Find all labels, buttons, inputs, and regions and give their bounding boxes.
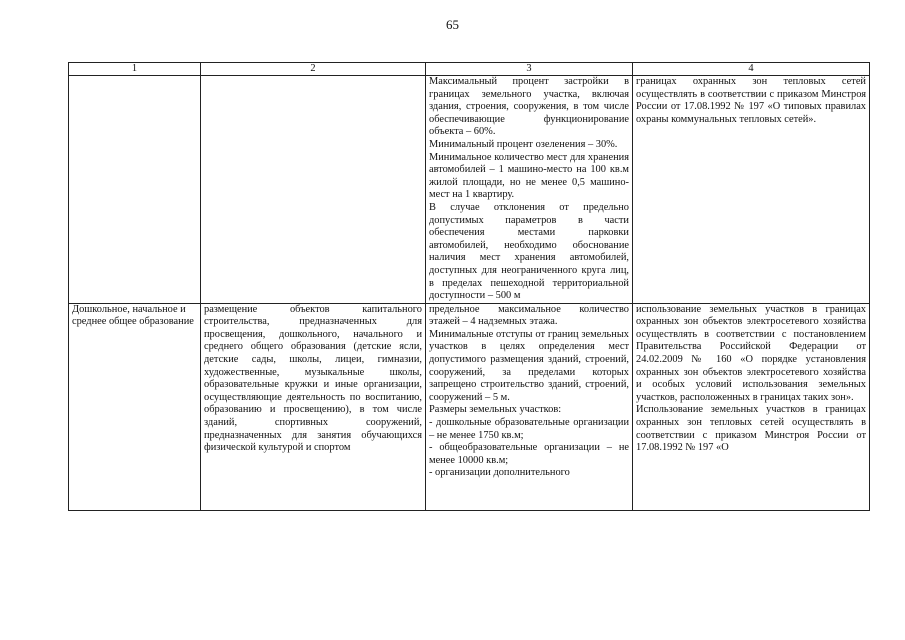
paragraph: Минимальное количество мест для хранения автомобилей – 1 машино-место на 100 кв.м жилой площади, но не менее 0,5 машино-мест на 1 квартиру. (429, 151, 629, 201)
row1-col2-cell (201, 76, 426, 304)
paragraph: Максимальный процент застройки в границах земельного участка, включая здания, строения, сооружения, в том числе обеспечивающие функционирование объекта – 60%. (429, 76, 629, 138)
paragraph: Размеры земельных участков: (429, 404, 562, 416)
paragraph: - организации дополнительного (429, 467, 570, 479)
row2-parameters-cell (426, 303, 633, 510)
column-number-4: 4 (633, 63, 870, 76)
paragraph: В случае отклонения от предельно допустимых параметров в части обеспечения местами парковки автомобилей, необходимо обоснование наличия мест хранения автомобилей, доступных для неограниченного круга лиц, в пределах пешеходной территориальной доступности – 500 м (429, 201, 629, 302)
paragraph: - общеобразовательные организации – не менее 10000 кв.м; (429, 442, 629, 466)
paragraph: Минимальный процент озеленения – 30%. (429, 138, 618, 150)
page-number: 65 (446, 17, 459, 32)
column-number-1: 1 (69, 63, 201, 76)
paragraph: использование земельных участков в границах охранных зон объектов электросетевого хозяйства осуществлять в соответствии с постановлением Правительства Российской Федерации от 24.02.2009 № 160 «О порядке установления охранных зон объектов электросетевого хозяйства и особых условий использования земельных участков, расположенных в границах таких зон». (636, 303, 866, 403)
paragraph: Использование земельных участков в границах охранных зон тепловых сетей осуществлять в соответствии с приказом Минстроя России от 17.08.1992 № 197 «О (636, 404, 866, 454)
regulations-table (68, 62, 870, 511)
row2-restrictions-cell (633, 303, 870, 510)
row1-parameters-cell (426, 76, 633, 304)
use-description: размещение объектов капитального строительства, предназначенных для просвещения, дошкольного, начального и среднего общего образования (детские ясли, детские сады, школы, лицеи, гимназии, художественные, музыкальные школы, образовательные кружки и иные организации, осуществляющие деятельность по воспитанию, образованию и просвещению), в том числе зданий, спортивных сооружений, предназначенных для занятия обучающихся физической культурой и спортом (204, 303, 422, 454)
use-type-name: Дошкольное, начальное и среднее общее образование (72, 303, 194, 328)
paragraph: - дошкольные образовательные организации – не менее 1750 кв.м; (429, 417, 629, 441)
permitted-use-name-cell (69, 303, 201, 510)
row1-restrictions-cell (633, 76, 870, 304)
paragraph: Минимальные отступы от границ земельных участков в целях определения мест допустимого размещения зданий, строений, сооружений, за пределами которых запрещено строительство зданий, строений, сооружений – 5 м. (429, 328, 629, 403)
column-number-2: 2 (201, 63, 426, 76)
table-header-row (69, 63, 870, 76)
paragraph: границах охранных зон тепловых сетей осуществлять в соответствии с приказом Минстроя России от 17.08.1992 № 197 «О типовых правилах охраны коммунальных тепловых сетей». (636, 76, 866, 125)
table-row (69, 76, 870, 304)
row1-col1-cell (69, 76, 201, 304)
use-description-cell (201, 303, 426, 510)
column-number-3: 3 (426, 63, 633, 76)
paragraph: предельное максимальное количество этажей – 4 надземных этажа. (429, 303, 629, 328)
table-row (69, 303, 870, 510)
